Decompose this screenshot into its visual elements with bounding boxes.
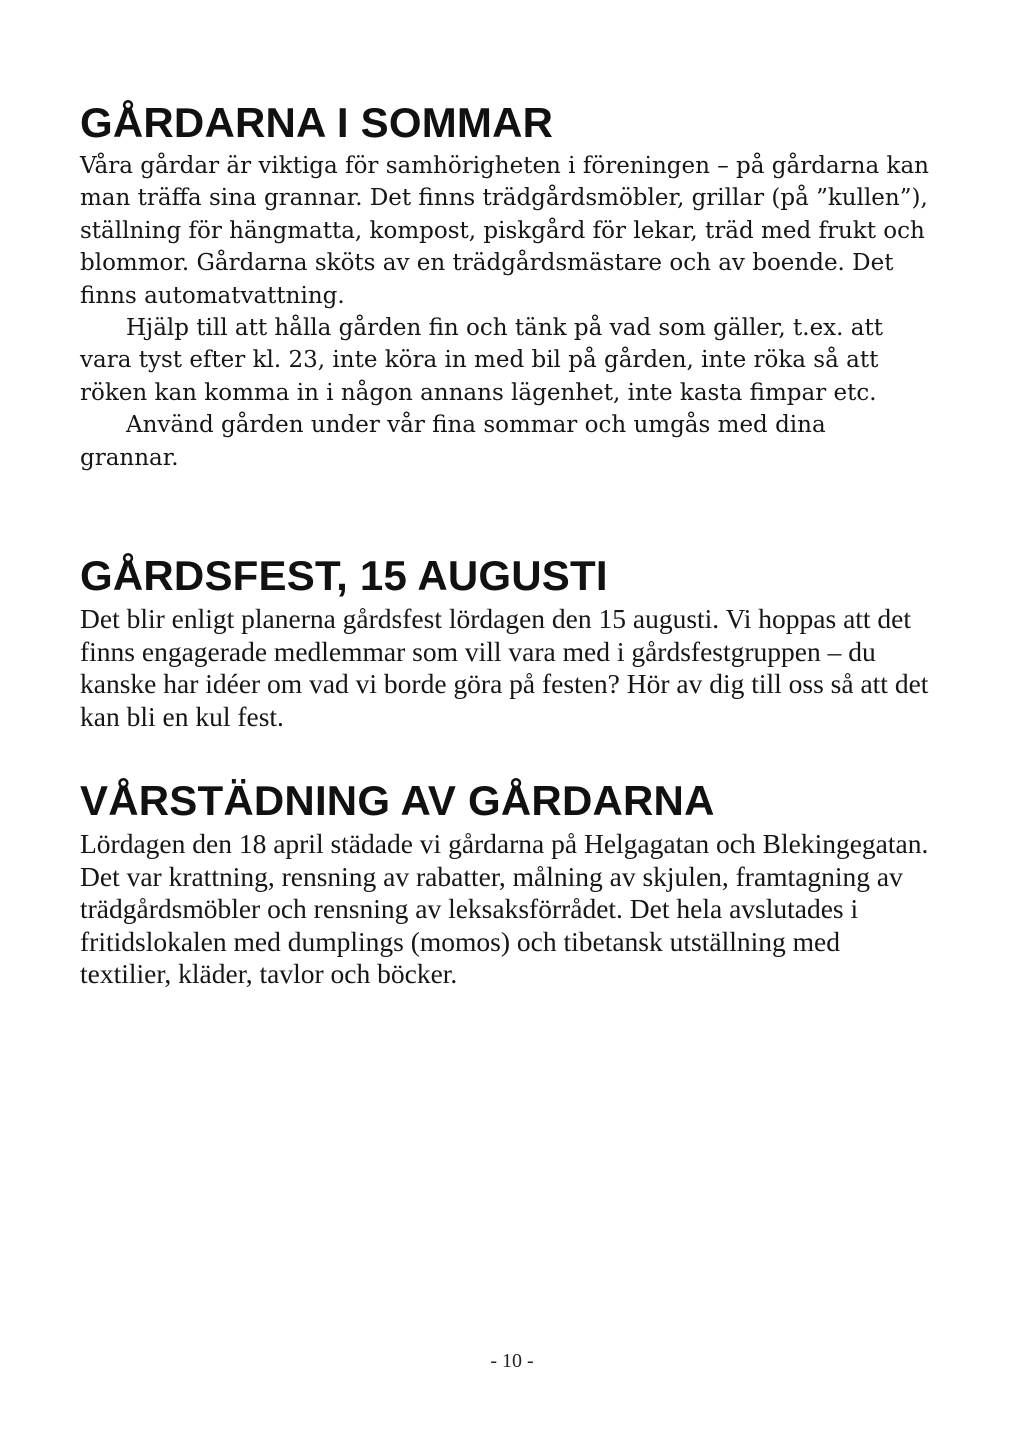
section-heading: GÅRDARNA I SOMMAR — [80, 99, 554, 146]
section-heading: GÅRDSFEST, 15 AUGUSTI — [80, 552, 608, 599]
section-paragraph: Våra gårdar är viktiga för samhörigheten i föreningen – på gårdarna kan man träffa sina grannar. Det finns trädgårdsmöbler, grillar (på ”kullen”), ställning för hängmatta, kompost, piskgård för lekar, träd med frukt och blommor. Gårdarna sköts av en trädgårdsmästare och av boende. Det finns automatvattning. — [80, 153, 929, 309]
section-paragraph: Använd gården under vår fina sommar och umgås med dina grannar. — [80, 412, 826, 471]
section-varstadning — [80, 778, 930, 991]
section-gardsfest — [80, 553, 930, 733]
section-heading: VÅRSTÄDNING AV GÅRDARNA — [80, 777, 715, 824]
section-paragraph: Det blir enligt planerna gårdsfest lördagen den 15 augusti. Vi hoppas att det finns engagerade medlemmar som vill vara med i gårdsfestgruppen – du kanske har idéer om vad vi borde göra på festen? Hör av dig till oss så att det kan bli en kul fest. — [80, 603, 929, 732]
section-gardarna-i-sommar — [80, 100, 930, 474]
page-number: - 10 - — [490, 1350, 534, 1372]
section-paragraph: Hjälp till att hålla gården fin och tänk på vad som gäller, t.ex. att vara tyst efter kl. 23, inte köra in med bil på gården, inte röka så att röken kan komma in i någon annans lägenhet, inte kasta fimpar etc. — [80, 315, 883, 406]
section-paragraph: Lördagen den 18 april städade vi gårdarna på Helgagatan och Blekingegatan. Det var krattning, rensning av rabatter, målning av skjulen, framtagning av trädgårdsmöbler och rensning av leksaksförrådet. Det hela avslutades i fritidslokalen med dumplings (momos) och tibetansk utställning med textilier, kläder, tavlor och böcker. — [80, 828, 929, 990]
